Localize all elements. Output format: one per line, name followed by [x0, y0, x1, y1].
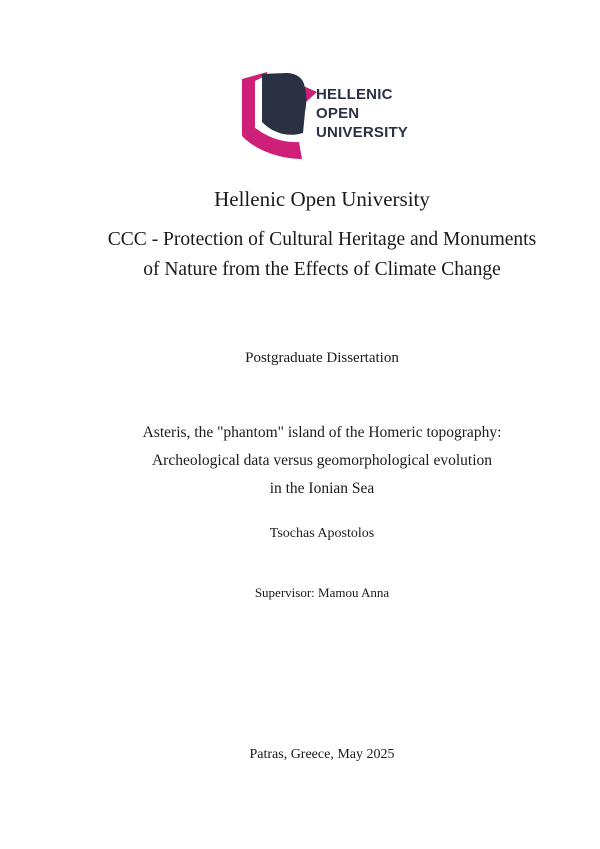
dissertation-title-line: Asteris, the "phantom" island of the Homeric topography:: [142, 424, 502, 441]
document-type: Postgraduate Dissertation: [245, 350, 399, 366]
hou-logo: [234, 72, 408, 164]
university-name: Hellenic Open University: [214, 187, 430, 211]
logo-wordmark-line: UNIVERSITY: [316, 124, 409, 141]
author-name: Tsochas Apostolos: [269, 526, 375, 541]
logo-wordmark-line: HELLENIC: [316, 86, 393, 103]
logo-wordmark-line: OPEN: [316, 105, 360, 122]
dissertation-title-line: Archeological data versus geomorphological evolution: [151, 452, 493, 469]
open-book-logo-icon: [234, 72, 318, 164]
hou-logo-wordmark: [316, 72, 408, 142]
dissertation-title: [44, 419, 600, 503]
place-and-date: Patras, Greece, May 2025: [249, 747, 395, 762]
program-name-line: CCC - Protection of Cultural Heritage and Monuments: [107, 229, 537, 250]
program-name-line: of Nature from the Effects of Climate Change: [143, 259, 501, 280]
program-name: [44, 225, 600, 285]
logo-navy-page: [262, 73, 306, 135]
dissertation-title-line: in the Ionian Sea: [269, 480, 375, 497]
supervisor-line: Supervisor: Mamou Anna: [254, 585, 390, 600]
